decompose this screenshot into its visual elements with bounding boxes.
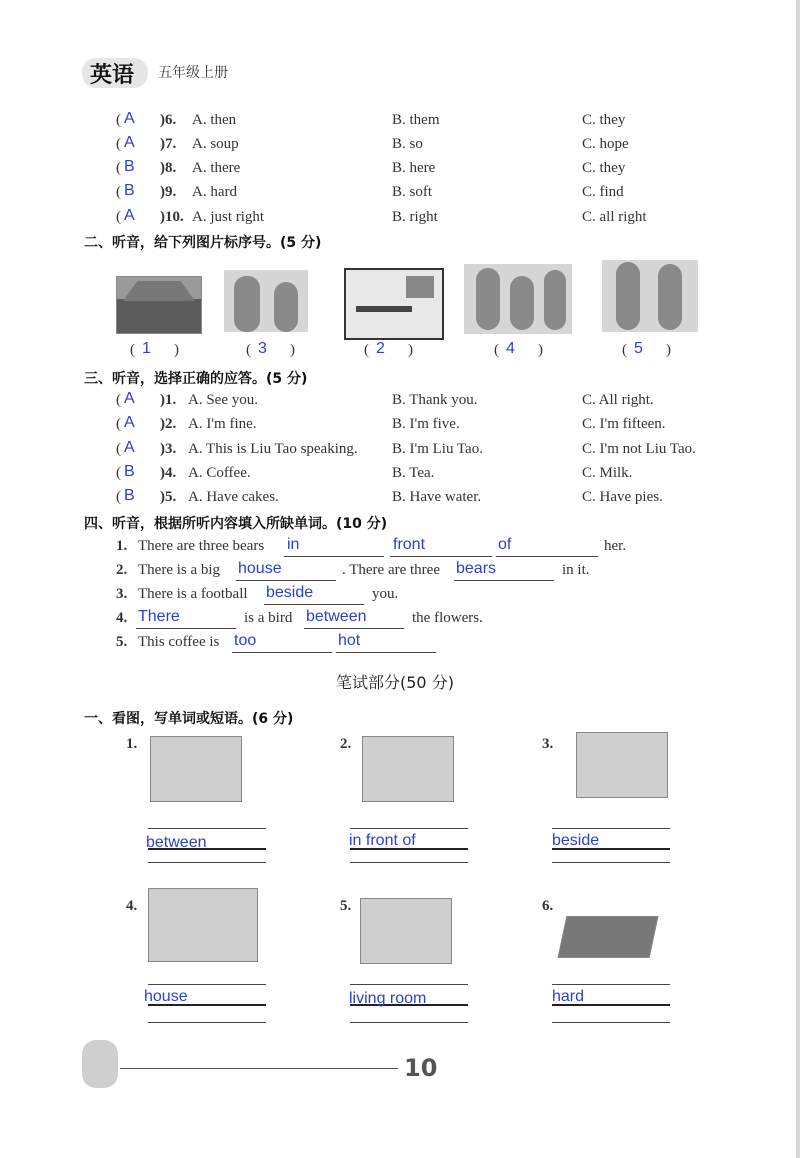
paren-close: ) — [666, 342, 671, 358]
s1-number: 1. — [116, 538, 128, 554]
written-title: 笔试部分(50 分) — [336, 673, 454, 692]
option-c: C. find — [582, 184, 624, 200]
item-picture — [360, 898, 452, 964]
answer-letter: A — [124, 134, 135, 151]
s4-post: the flowers. — [412, 610, 483, 626]
paren-close: ) — [408, 342, 413, 358]
open-paren: ( — [116, 160, 121, 176]
question-number: )6. — [160, 112, 177, 128]
option-b: B. them — [392, 112, 440, 128]
answer-letter: B — [124, 463, 135, 480]
subject-title: 英语 — [90, 63, 135, 88]
bears-picture-2 — [224, 270, 308, 332]
picture-order-answer: 1 — [142, 340, 151, 357]
section3-title: 三、听音，选择正确的应答。(5 分) — [84, 371, 308, 387]
answer-letter: A — [124, 110, 135, 127]
picture-order-answer: 2 — [376, 340, 385, 357]
question-number: )4. — [160, 465, 177, 481]
answer-letter: B — [124, 182, 135, 199]
section2-title: 二、听音，给下列图片标序号。(5 分) — [84, 235, 322, 251]
option-b: B. Have water. — [392, 489, 482, 505]
answer-letter: A — [124, 390, 135, 407]
s1-answer2: front — [393, 536, 426, 553]
writing-line[interactable] — [350, 1022, 468, 1023]
option-b: B. Thank you. — [392, 392, 478, 408]
paren-open: ( — [622, 342, 627, 358]
paren-close: ) — [538, 342, 543, 358]
grade-label: 五年级上册 — [158, 65, 228, 81]
option-a: A. hard — [192, 184, 237, 200]
paren-close: ) — [174, 342, 179, 358]
writing-line[interactable] — [148, 828, 266, 829]
option-a: A. Coffee. — [188, 465, 251, 481]
written-answer: between — [146, 834, 207, 851]
open-paren: ( — [116, 392, 121, 408]
bears-picture-4 — [464, 264, 572, 334]
s4-blank1[interactable] — [136, 628, 236, 629]
writing-line[interactable] — [552, 1022, 670, 1023]
option-a: A. I'm fine. — [188, 416, 257, 432]
s5-number: 5. — [116, 634, 128, 650]
question-number: )5. — [160, 489, 177, 505]
s2-blank2[interactable] — [454, 580, 554, 581]
option-c: C. I'm fifteen. — [582, 416, 666, 432]
s4-blank2[interactable] — [304, 628, 404, 629]
option-a: A. This is Liu Tao speaking. — [188, 441, 358, 457]
s1-blank1[interactable] — [284, 556, 384, 557]
writing-line[interactable] — [350, 828, 468, 829]
writing-line[interactable] — [552, 828, 670, 829]
item-picture — [150, 736, 242, 802]
option-c: C. Have pies. — [582, 489, 663, 505]
option-a: A. See you. — [188, 392, 258, 408]
option-b: B. I'm Liu Tao. — [392, 441, 483, 457]
writing-line[interactable] — [552, 862, 670, 863]
s2-blank1[interactable] — [236, 580, 336, 581]
written-answer: house — [144, 988, 188, 1005]
option-a: A. then — [192, 112, 237, 128]
option-c: C. All right. — [582, 392, 654, 408]
question-number: )9. — [160, 184, 177, 200]
option-c: C. they — [582, 112, 626, 128]
picture-order-answer: 5 — [634, 340, 643, 357]
question-number: )8. — [160, 160, 177, 176]
s1-answer1: in — [287, 536, 300, 553]
s2-number: 2. — [116, 562, 128, 578]
picture-order-answer: 3 — [258, 340, 267, 357]
item-picture — [362, 736, 454, 802]
s3-post: you. — [372, 586, 399, 602]
s5-pre: This coffee is — [138, 634, 220, 650]
question-number: )7. — [160, 136, 177, 152]
s4-number: 4. — [116, 610, 128, 626]
open-paren: ( — [116, 441, 121, 457]
answer-letter: A — [124, 207, 135, 224]
option-a: A. just right — [192, 209, 265, 225]
writing-line[interactable] — [350, 984, 468, 985]
option-b: B. here — [392, 160, 436, 176]
paren-open: ( — [130, 342, 135, 358]
option-b: B. Tea. — [392, 465, 435, 481]
option-a: A. soup — [192, 136, 239, 152]
s2-post: in it. — [562, 562, 590, 578]
writing-line[interactable] — [148, 1022, 266, 1023]
s3-number: 3. — [116, 586, 128, 602]
option-b: B. right — [392, 209, 438, 225]
writing-line[interactable] — [552, 984, 670, 985]
writing-line[interactable] — [350, 862, 468, 863]
written-subtitle: 一、看图，写单词或短语。(6 分) — [84, 711, 294, 727]
s4-mid: is a bird — [244, 610, 293, 626]
question-number: )2. — [160, 416, 177, 432]
s3-blank1[interactable] — [264, 604, 364, 605]
written-answer: in front of — [349, 832, 416, 849]
item-number: 6. — [542, 898, 554, 914]
item-number: 1. — [126, 736, 138, 752]
s1-pre: There are three bears — [138, 538, 265, 554]
paren-open: ( — [364, 342, 369, 358]
option-b: B. I'm five. — [392, 416, 460, 432]
s2-mid: . There are three — [342, 562, 440, 578]
option-b: B. so — [392, 136, 423, 152]
option-c: C. hope — [582, 136, 629, 152]
footer-line — [120, 1068, 398, 1069]
answer-letter: A — [124, 414, 135, 431]
option-c: C. I'm not Liu Tao. — [582, 441, 696, 457]
s5-blank2[interactable] — [336, 652, 436, 653]
question-number: )3. — [160, 441, 177, 457]
s5-answer2: hot — [338, 632, 361, 649]
question-number: )1. — [160, 392, 177, 408]
s1-blank2[interactable] — [390, 556, 492, 557]
answer-letter: B — [124, 487, 135, 504]
option-c: C. Milk. — [582, 465, 633, 481]
written-answer: living room — [349, 990, 427, 1007]
written-answer: beside — [552, 832, 600, 849]
item-picture — [576, 732, 668, 798]
s4-answer2: between — [306, 608, 367, 625]
writing-line[interactable] — [148, 862, 266, 863]
item-number: 3. — [542, 736, 554, 752]
option-b: B. soft — [392, 184, 433, 200]
option-a: A. Have cakes. — [188, 489, 279, 505]
written-answer: hard — [552, 988, 585, 1005]
page-edge — [796, 0, 800, 1158]
writing-line[interactable] — [148, 984, 266, 985]
s5-blank1[interactable] — [232, 652, 332, 653]
page-number: 10 — [404, 1054, 438, 1082]
paren-open: ( — [246, 342, 251, 358]
answer-letter: A — [124, 439, 135, 456]
open-paren: ( — [116, 489, 121, 505]
s2-pre: There is a big — [138, 562, 221, 578]
question-number: )10. — [160, 209, 184, 225]
item-picture — [148, 888, 258, 962]
s1-blank3[interactable] — [496, 556, 598, 557]
option-c: C. all right — [582, 209, 647, 225]
living-room-picture — [344, 268, 444, 340]
option-a: A. there — [192, 160, 241, 176]
open-paren: ( — [116, 112, 121, 128]
item-number: 4. — [126, 898, 138, 914]
open-paren: ( — [116, 209, 121, 225]
open-paren: ( — [116, 465, 121, 481]
s3-pre: There is a football — [138, 586, 248, 602]
picture-order-answer: 4 — [506, 340, 515, 357]
s2-answer2: bears — [456, 560, 497, 577]
open-paren: ( — [116, 136, 121, 152]
s1-answer3: of — [498, 536, 512, 553]
open-paren: ( — [116, 184, 121, 200]
item-number: 2. — [340, 736, 352, 752]
open-paren: ( — [116, 416, 121, 432]
s3-answer1: beside — [266, 584, 314, 601]
house-picture — [116, 276, 202, 334]
s4-answer1: There — [138, 608, 180, 625]
paren-open: ( — [494, 342, 499, 358]
footer-mascot — [82, 1040, 118, 1088]
s2-answer1: house — [238, 560, 282, 577]
bears-picture-5 — [602, 260, 698, 332]
s5-answer1: too — [234, 632, 257, 649]
section4-title: 四、听音，根据所听内容填入所缺单词。(10 分) — [84, 516, 388, 532]
answer-letter: B — [124, 158, 135, 175]
paren-close: ) — [290, 342, 295, 358]
item-picture — [558, 916, 659, 958]
s1-post: her. — [604, 538, 627, 554]
item-number: 5. — [340, 898, 352, 914]
option-c: C. they — [582, 160, 626, 176]
